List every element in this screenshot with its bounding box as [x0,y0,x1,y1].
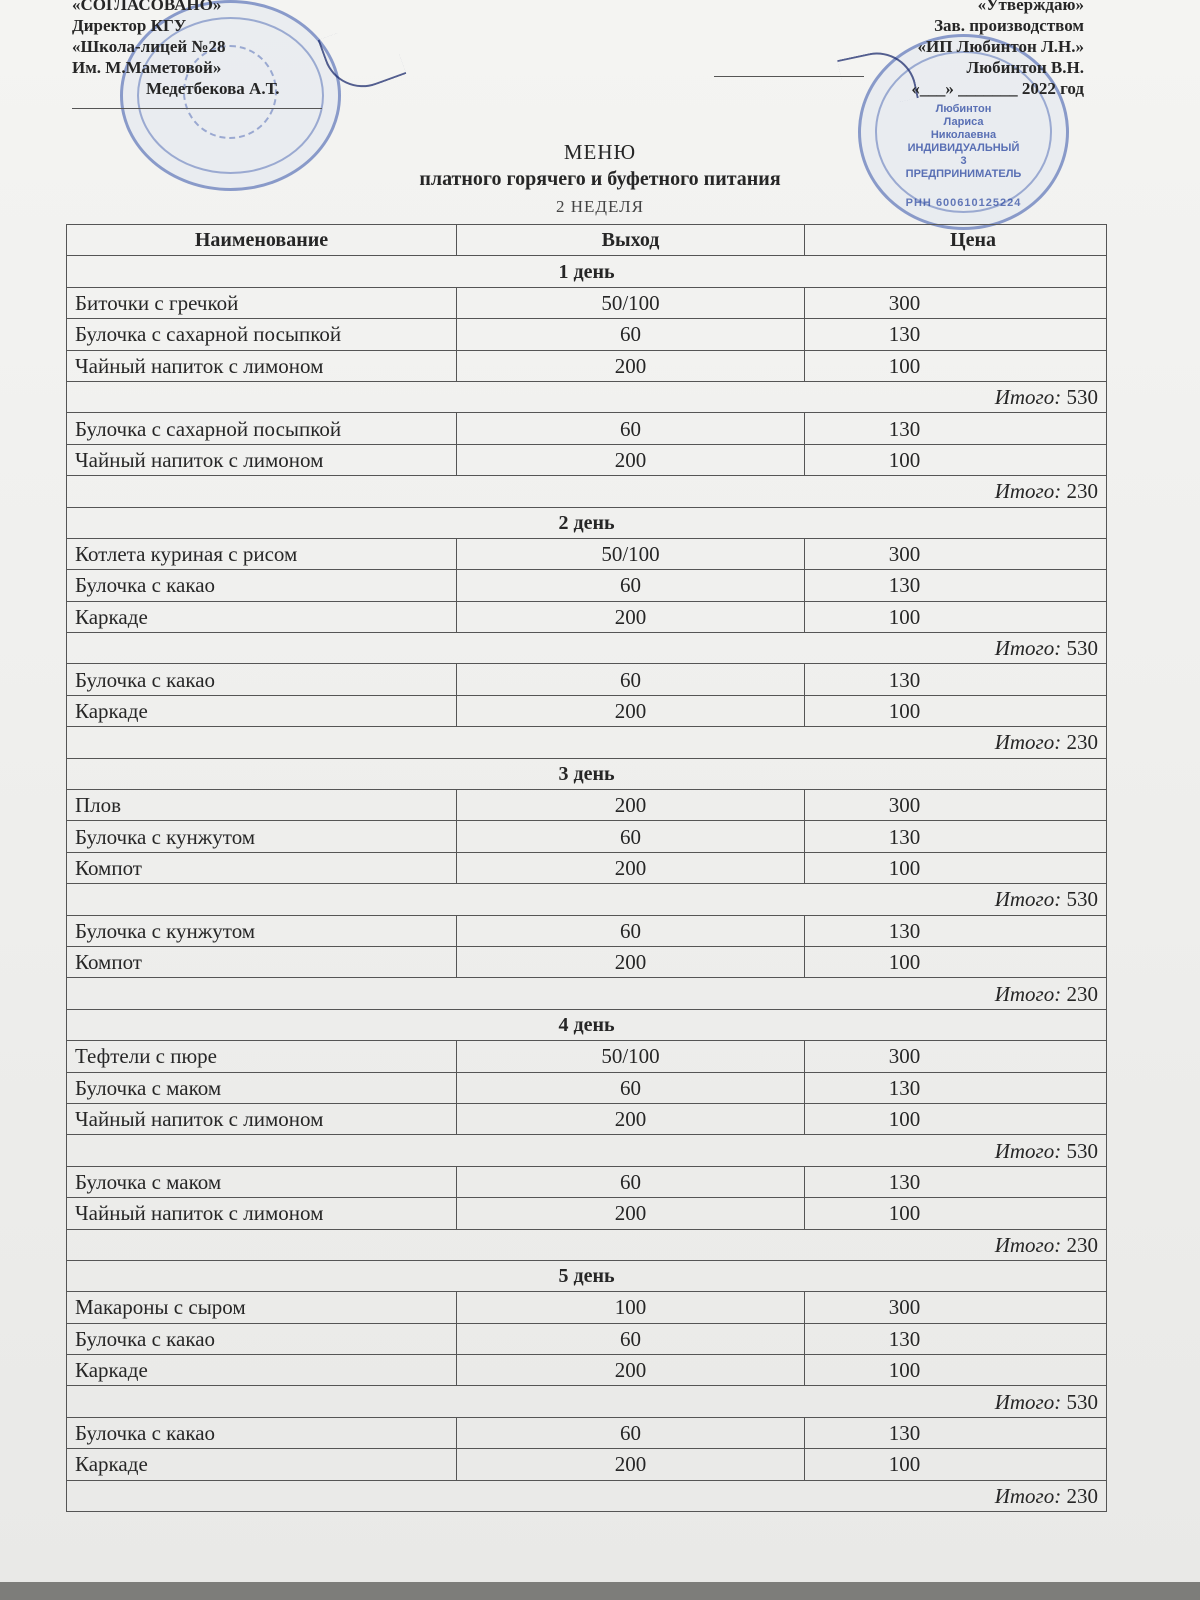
table-row [67,413,1107,444]
total-value: 530 [1066,887,1098,912]
item-portion: 200 [457,1355,805,1386]
seal-line: Николаевна [930,129,997,141]
seal-line: 3 [960,155,967,167]
item-price: 130 [805,1072,1107,1103]
total-label: Итого: [994,981,1062,1006]
total-label: Итого: [994,636,1062,661]
item-portion: 60 [457,570,805,601]
approval-date: «___» _______ 2022 год [911,79,1084,98]
total-row [67,884,1107,915]
total-label: Итого: [994,479,1062,504]
day-header-row [67,758,1107,789]
day-label: 3 день [67,758,1107,789]
total-value: 230 [1066,981,1098,1006]
approval-school: «Школа-лицей №28 [72,37,226,56]
approval-block-agreed [72,0,432,99]
item-name: Чайный напиток с лимоном [67,350,457,381]
table-row [67,1323,1107,1354]
table-row [67,946,1107,977]
total-cell [67,476,1107,507]
item-portion: 200 [457,1449,805,1480]
table-row [67,319,1107,350]
item-name: Каркаде [67,601,457,632]
item-portion: 60 [457,1072,805,1103]
item-name: Котлета куриная с рисом [67,538,457,569]
total-cell [67,1480,1107,1511]
item-portion: 200 [457,946,805,977]
item-name: Каркаде [67,1449,457,1480]
table-row [67,664,1107,695]
item-portion: 50/100 [457,1041,805,1072]
table-row [67,350,1107,381]
total-value: 530 [1066,385,1098,410]
item-price: 100 [805,601,1107,632]
table-row [67,1355,1107,1386]
table-row [67,1072,1107,1103]
item-name: Булочка с какао [67,1417,457,1448]
item-price: 130 [805,821,1107,852]
item-price: 130 [805,1417,1107,1448]
item-price: 300 [805,287,1107,318]
item-price: 100 [805,695,1107,726]
item-price: 300 [805,538,1107,569]
item-name: Булочка с какао [67,1323,457,1354]
day-label: 4 день [67,1009,1107,1040]
item-price: 100 [805,1449,1107,1480]
item-portion: 60 [457,1166,805,1197]
total-row [67,476,1107,507]
menu-title: МЕНЮ [563,140,637,164]
item-price: 130 [805,319,1107,350]
item-portion: 200 [457,350,805,381]
approval-block-approved [704,0,1084,99]
total-value: 230 [1066,479,1098,504]
signature-rule [714,76,864,77]
seal-line: Любинтон [935,103,992,115]
item-price: 100 [805,350,1107,381]
item-portion: 200 [457,852,805,883]
item-portion: 60 [457,1417,805,1448]
item-price: 130 [805,1323,1107,1354]
approval-status: «СОГЛАСОВАНО» [72,0,222,14]
item-price: 130 [805,664,1107,695]
table-row [67,1103,1107,1134]
signature-rule [72,108,322,109]
seal-line: ИНДИВИДУАЛЬНЫЙ [907,142,1020,154]
table-row [67,1166,1107,1197]
item-name: Биточки с гречкой [67,287,457,318]
header-portion: Выход [457,225,805,256]
total-value: 230 [1066,730,1098,755]
table-row [67,538,1107,569]
header-price: Цена [805,225,1107,256]
seal-rnn-number: 600610125224 [935,197,1022,209]
total-label: Итого: [994,385,1062,410]
item-price: 100 [805,852,1107,883]
total-cell [67,1229,1107,1260]
item-name: Плов [67,790,457,821]
item-price: 300 [805,1041,1107,1072]
day-header-row [67,1260,1107,1291]
total-label: Итого: [994,1389,1062,1414]
item-name: Булочка с кунжутом [67,821,457,852]
table-row [67,1292,1107,1323]
item-name: Компот [67,852,457,883]
total-value: 530 [1066,1389,1098,1414]
item-name: Булочка с маком [67,1072,457,1103]
menu-subtitle: платного горячего и буфетного питания [419,168,781,190]
item-portion: 200 [457,601,805,632]
item-name: Каркаде [67,1355,457,1386]
approval-signer: Любинтон В.Н. [966,58,1084,77]
header-name: Наименование [67,225,457,256]
item-price: 300 [805,1292,1107,1323]
item-portion: 200 [457,1198,805,1229]
seal-rnn-label: РНН [905,197,932,209]
item-portion: 50/100 [457,287,805,318]
table-row [67,1417,1107,1448]
total-cell [67,1386,1107,1417]
menu-week: 2 НЕДЕЛЯ [555,197,645,216]
table-row [67,852,1107,883]
total-label: Итого: [994,1232,1062,1257]
item-name: Чайный напиток с лимоном [67,444,457,475]
item-portion: 60 [457,1323,805,1354]
menu-table [66,224,1107,1512]
total-cell [67,633,1107,664]
day-header-row [67,256,1107,287]
total-row [67,1386,1107,1417]
table-row [67,601,1107,632]
item-portion: 50/100 [457,538,805,569]
item-name: Булочка с какао [67,570,457,601]
item-name: Чайный напиток с лимоном [67,1103,457,1134]
total-value: 530 [1066,636,1098,661]
item-price: 130 [805,570,1107,601]
day-label: 1 день [67,256,1107,287]
table-header-row [67,225,1107,256]
item-price: 130 [805,915,1107,946]
table-row [67,1449,1107,1480]
item-price: 100 [805,1103,1107,1134]
item-price: 130 [805,413,1107,444]
total-row [67,633,1107,664]
item-portion: 60 [457,821,805,852]
item-name: Каркаде [67,695,457,726]
total-value: 530 [1066,1138,1098,1163]
item-portion: 200 [457,790,805,821]
total-label: Итого: [994,1483,1062,1508]
item-price: 100 [805,444,1107,475]
item-name: Макароны с сыром [67,1292,457,1323]
menu-table-body [67,256,1107,1512]
item-name: Булочка с сахарной посыпкой [67,319,457,350]
item-name: Булочка с маком [67,1166,457,1197]
total-cell [67,884,1107,915]
item-price: 130 [805,1166,1107,1197]
total-row [67,1135,1107,1166]
item-name: Булочка с какао [67,664,457,695]
table-surface [0,1582,1200,1600]
seal-line: ПРЕДПРИНИМАТЕЛЬ [905,168,1022,180]
item-price: 100 [805,1355,1107,1386]
total-row [67,381,1107,412]
total-cell [67,727,1107,758]
item-portion: 200 [457,1103,805,1134]
total-cell [67,381,1107,412]
table-row [67,287,1107,318]
approval-position: Зав. производством [934,16,1084,35]
day-header-row [67,1009,1107,1040]
item-name: Компот [67,946,457,977]
total-value: 230 [1066,1483,1098,1508]
total-row [67,727,1107,758]
total-value: 230 [1066,1232,1098,1257]
approval-status: «Утверждаю» [977,0,1084,14]
approval-org: «ИП Любинтон Л.Н.» [917,37,1084,56]
table-row [67,915,1107,946]
item-portion: 200 [457,695,805,726]
approval-position: Директор КГУ [72,16,187,35]
total-row [67,1480,1107,1511]
day-label: 2 день [67,507,1107,538]
item-portion: 60 [457,915,805,946]
table-row [67,1041,1107,1072]
table-row [67,1198,1107,1229]
total-row [67,978,1107,1009]
item-name: Булочка с сахарной посыпкой [67,413,457,444]
approval-signer: Медетбекова А.Т. [146,79,280,98]
item-name: Булочка с кунжутом [67,915,457,946]
table-row [67,821,1107,852]
table-row [67,695,1107,726]
table-row [67,790,1107,821]
item-name: Чайный напиток с лимоном [67,1198,457,1229]
item-name: Тефтели с пюре [67,1041,457,1072]
total-row [67,1229,1107,1260]
total-label: Итого: [994,1138,1062,1163]
seal-line: Лариса [943,116,984,128]
total-label: Итого: [994,887,1062,912]
day-label: 5 день [67,1260,1107,1291]
total-cell [67,1135,1107,1166]
item-price: 300 [805,790,1107,821]
item-price: 100 [805,946,1107,977]
item-portion: 100 [457,1292,805,1323]
item-portion: 60 [457,413,805,444]
total-cell [67,978,1107,1009]
item-price: 100 [805,1198,1107,1229]
total-label: Итого: [994,730,1062,755]
item-portion: 200 [457,444,805,475]
approval-school-name: Им. М.Маметовой» [72,58,222,77]
table-row [67,570,1107,601]
item-portion: 60 [457,319,805,350]
day-header-row [67,507,1107,538]
item-portion: 60 [457,664,805,695]
table-row [67,444,1107,475]
